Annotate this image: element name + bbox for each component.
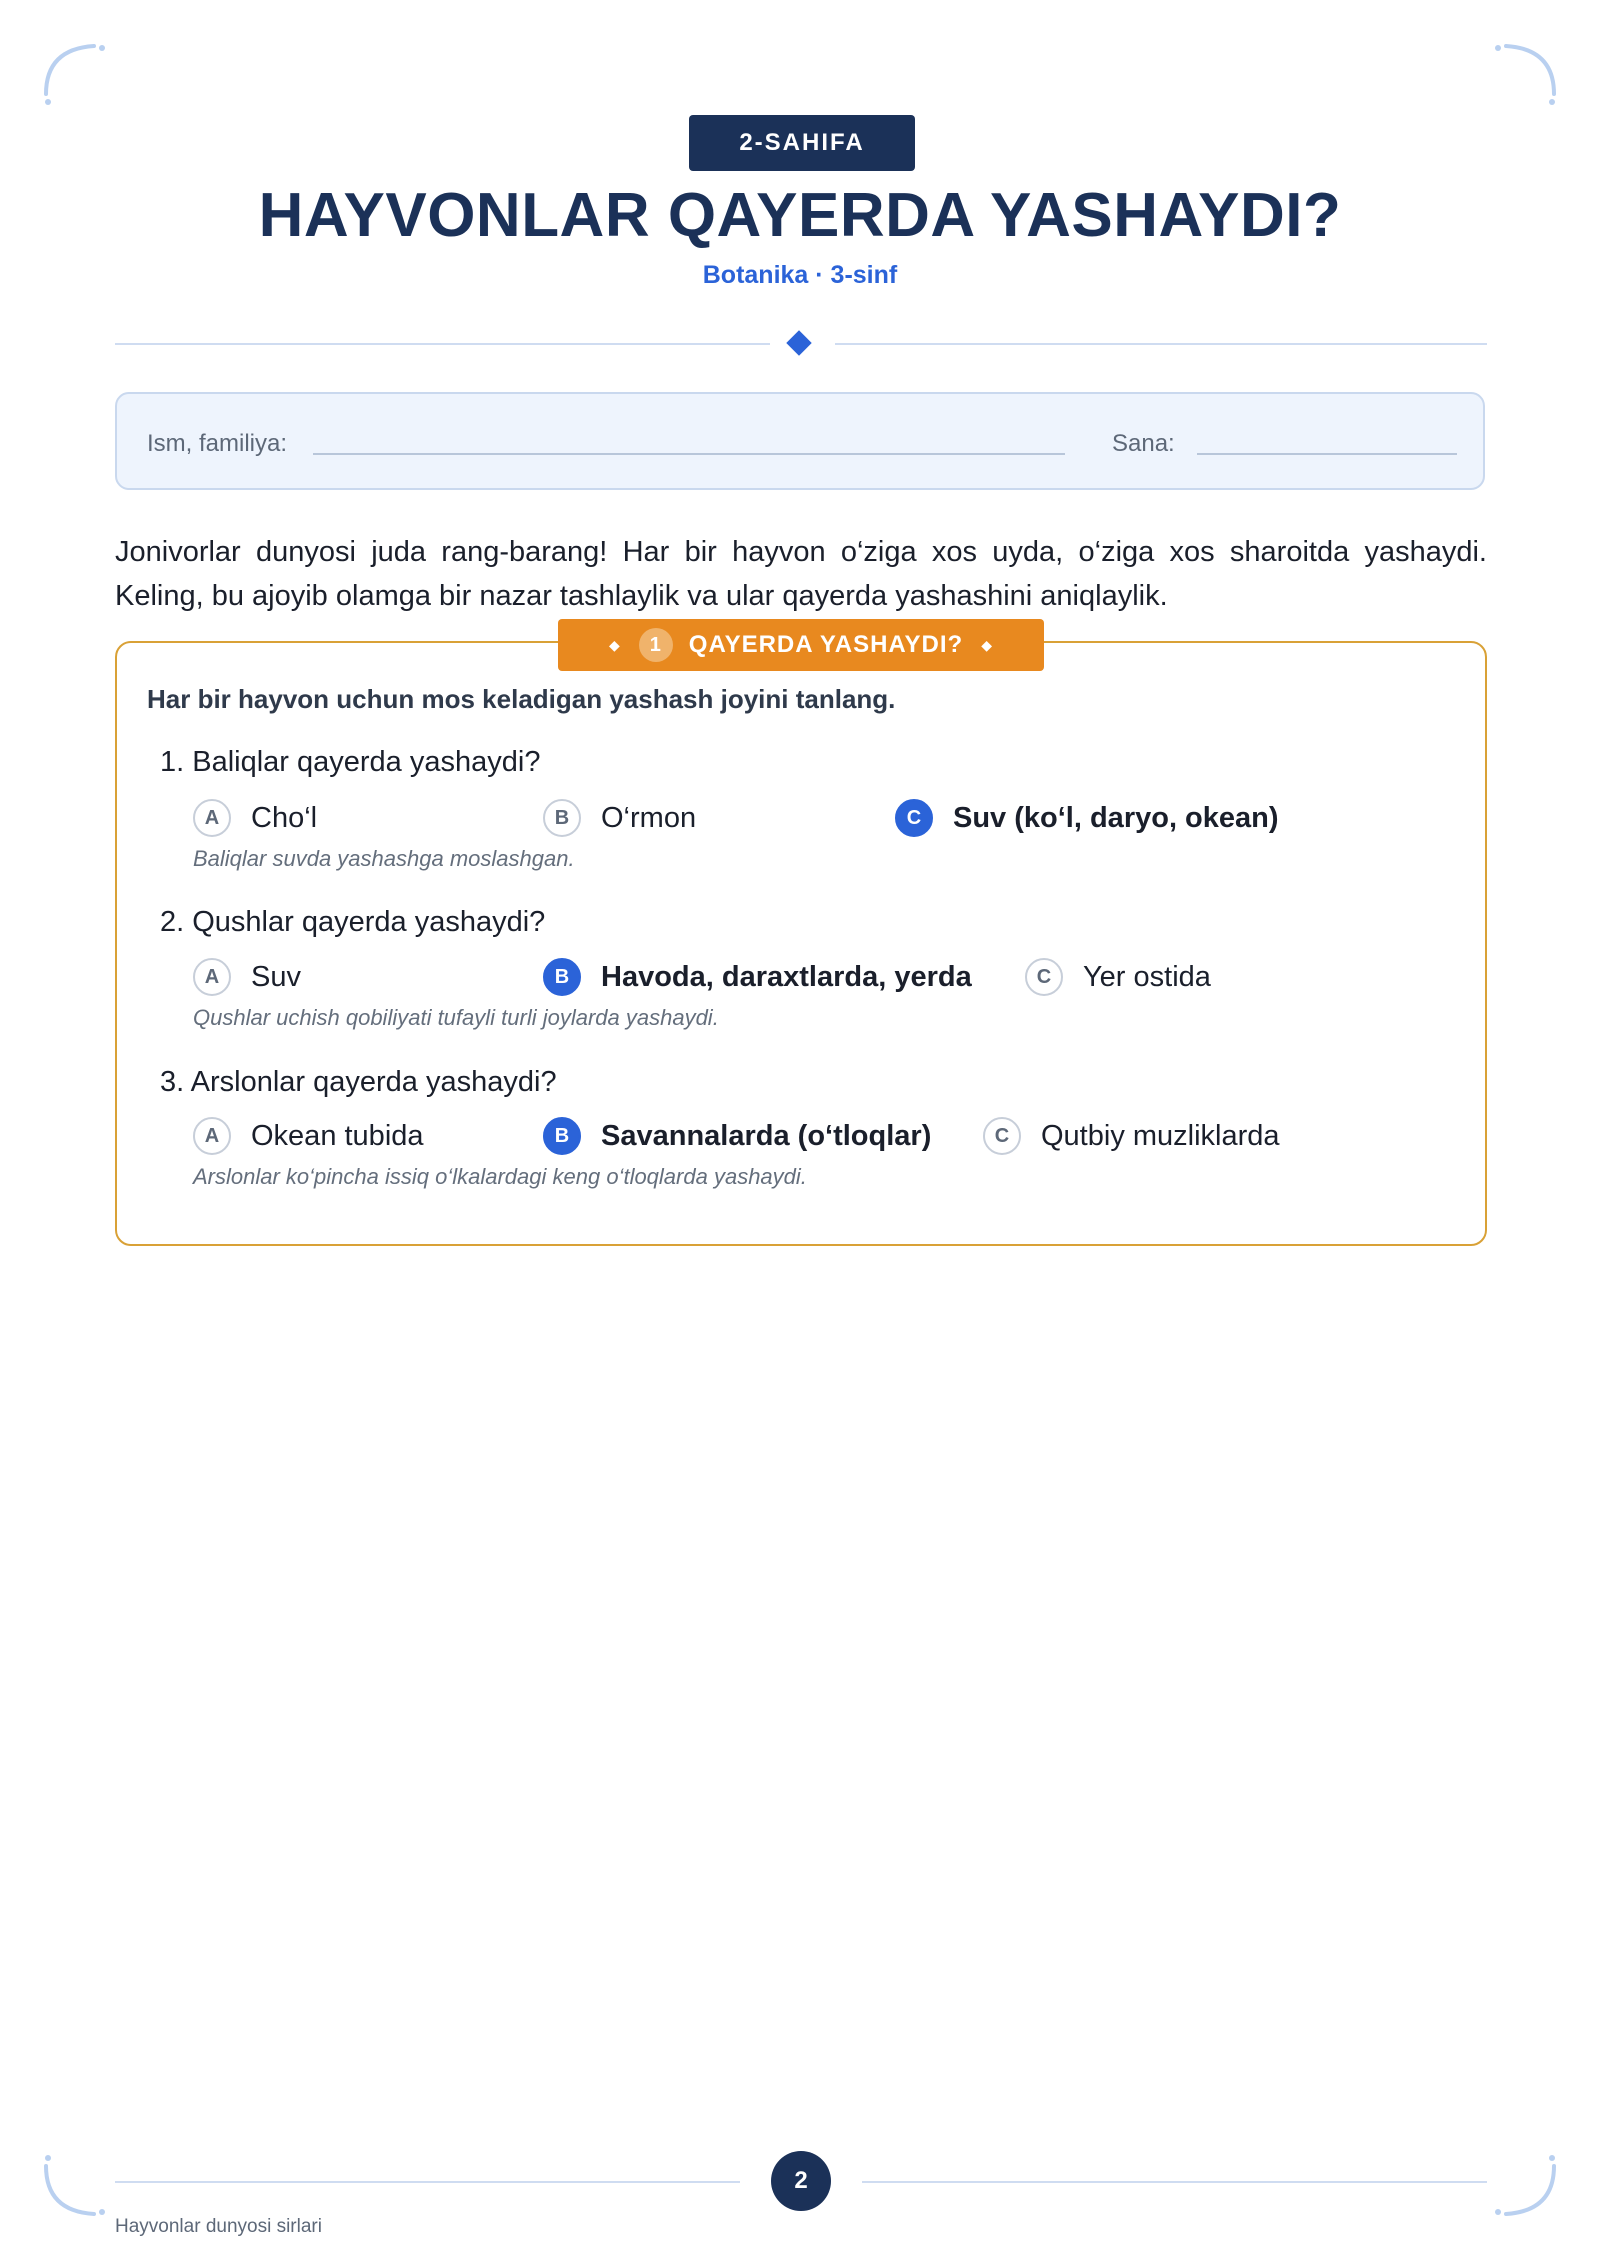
option-3c[interactable]: [983, 1117, 1280, 1155]
option-2b-selected[interactable]: [543, 958, 972, 996]
option-2a[interactable]: [193, 958, 301, 996]
option-letter: C: [1025, 958, 1063, 996]
page-badge: 2-SAHIFA: [689, 115, 915, 171]
section-instruction: Har bir hayvon uchun mos keladigan yashash joyini tanlang.: [147, 684, 896, 714]
footer-divider-right: [862, 2181, 1487, 2183]
option-text: Okean tubida: [251, 1119, 424, 1152]
exercise-section: [115, 641, 1487, 1246]
section-title: QAYERDA YASHAYDI?: [688, 631, 964, 658]
header-divider-left: [115, 343, 770, 345]
section-header: [558, 619, 1044, 671]
diamond-icon: ◆: [609, 636, 621, 653]
option-3b-selected[interactable]: [543, 1117, 931, 1155]
option-letter: B: [543, 958, 581, 996]
option-text: Havoda, daraxtlarda, yerda: [601, 960, 972, 993]
footer-book-title: Hayvonlar dunyosi sirlari: [115, 2216, 322, 2237]
footer-divider-left: [115, 2181, 740, 2183]
corner-ornament-bottom-left: [38, 2154, 108, 2224]
corner-ornament-top-right: [1492, 36, 1562, 106]
option-text: Qutbiy muzliklarda: [1041, 1119, 1280, 1152]
question-1: 1. Baliqlar qayerda yashaydi?: [160, 746, 541, 778]
diamond-icon: [786, 330, 811, 355]
option-letter: C: [895, 799, 933, 837]
question-2: 2. Qushlar qayerda yashaydi?: [160, 906, 546, 938]
answer-note-3: Arslonlar ko‘pincha issiq o‘lkalardagi keng o‘tloqlarda yashaydi.: [193, 1164, 807, 1189]
date-field[interactable]: [1197, 453, 1457, 455]
corner-ornament-top-left: [38, 36, 108, 106]
name-field[interactable]: [313, 453, 1065, 455]
page-title: HAYVONLAR QAYERDA YASHAYDI?: [258, 181, 1342, 250]
option-letter: A: [193, 1117, 231, 1155]
option-text: Savannalarda (o‘tloqlar): [601, 1119, 932, 1152]
question-3: 3. Arslonlar qayerda yashaydi?: [160, 1066, 557, 1098]
option-letter: B: [543, 799, 581, 837]
option-text: Yer ostida: [1083, 960, 1211, 993]
option-letter: B: [543, 1117, 581, 1155]
option-3a[interactable]: [193, 1117, 424, 1155]
intro-paragraph: Jonivorlar dunyosi juda rang-barang! Har bir hayvon o‘ziga xos uyda, o‘ziga xos sharoitda yashaydi. Keling, bu ajoyib olamga bir nazar tashlaylik va ular qayerda yashashini aniqlaylik.: [115, 536, 1487, 612]
option-text: Cho‘l: [251, 801, 318, 834]
option-1a[interactable]: [193, 799, 317, 837]
option-text: Suv: [251, 960, 301, 993]
page-subtitle: Botanika · 3-sinf: [702, 261, 898, 289]
option-text: O‘rmon: [601, 801, 697, 834]
diamond-icon: ◆: [981, 636, 993, 653]
section-number: 1: [639, 628, 673, 662]
student-info-box: [115, 392, 1485, 490]
date-label: Sana:: [1112, 430, 1175, 457]
option-letter: A: [193, 799, 231, 837]
corner-ornament-bottom-right: [1492, 2154, 1562, 2224]
page-number: 2: [771, 2151, 831, 2211]
option-letter: C: [983, 1117, 1021, 1155]
option-letter: A: [193, 958, 231, 996]
option-2c[interactable]: [1025, 958, 1211, 996]
name-label: Ism, familiya:: [147, 430, 288, 457]
answer-note-2: Qushlar uchish qobiliyati tufayli turli joylarda yashaydi.: [193, 1005, 719, 1030]
answer-note-1: Baliqlar suvda yashashga moslashgan.: [193, 846, 575, 871]
option-1b[interactable]: [543, 799, 696, 837]
option-1c-selected[interactable]: [895, 799, 1279, 837]
option-text: Suv (ko‘l, daryo, okean): [953, 801, 1279, 834]
header-divider-right: [835, 343, 1487, 345]
